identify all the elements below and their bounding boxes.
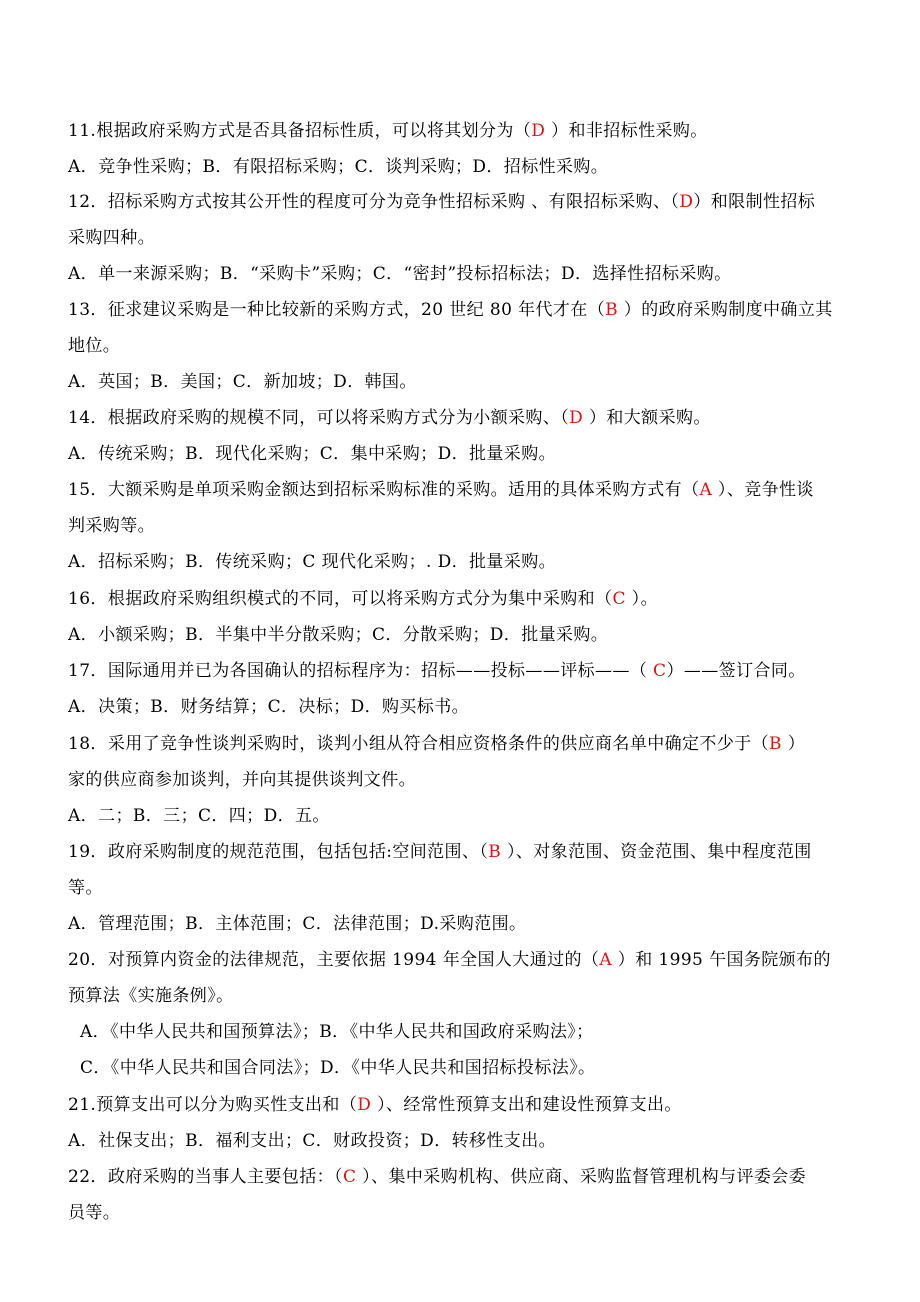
question-19-continued: 等。 [68, 878, 103, 898]
question-22-continued: 员等。 [68, 1203, 121, 1223]
question-22: 22．政府采购的当事人主要包括：（C ）、集中采购机构、供应商、采购监督管理机构与评委会委 [68, 1167, 807, 1187]
question-18: 18．采用了竞争性谈判采购时，谈判小组从符合相应资格条件的供应商名单中确定不少于（B ） [68, 734, 806, 754]
answer-letter: D [569, 408, 584, 428]
question-21-options: A．社保支出；B．福利支出；C．财政投资；D．转移性支出。 [68, 1131, 557, 1151]
question-14: 14．根据政府采购的规模不同，可以将采购方式分为小额采购、（D ）和大额采购。 [68, 408, 711, 428]
question-19-options: A．管理范围；B．主体范围；C．法律范围；D.采购范围。 [68, 914, 527, 934]
question-17: 17．国际通用并已为各国确认的招标程序为：招标——投标——评标——（ C）——签订合同。 [68, 661, 806, 681]
question-20: 20．对预算内资金的法律规范，主要依据 1994 年全国人大通过的（A ）和 1995 午国务院颁布的 [68, 950, 831, 970]
question-20-continued: 预算法《实施条例》。 [68, 986, 234, 1006]
question-20-options-line-1: A．《中华人民共和国预算法》；B．《中华人民共和国政府采购法》； [80, 1022, 594, 1042]
question-13: 13．征求建议采购是一种比较新的采购方式，20 世纪 80 年代才在（B ）的政府采购制度中确立其 [68, 300, 833, 320]
question-16: 16．根据政府采购组织模式的不同，可以将采购方式分为集中采购和（C ）。 [68, 589, 658, 609]
question-18-continued: 家的供应商参加谈判，并向其提供谈判文件。 [68, 770, 416, 790]
question-13-continued: 地位。 [68, 336, 121, 356]
question-21: 21.预算支出可以分为购买性支出和（D ）、经常性预算支出和建设性预算支出。 [68, 1095, 682, 1115]
question-15: 15．大额采购是单项采购金额达到招标采购标准的采购。适用的具体采购方式有（A ）、竞争性谈 [68, 480, 814, 500]
question-19: 19．政府采购制度的规范范围，包括包括:空间范围、（B ）、对象范围、资金范围、集中程度范围 [68, 842, 812, 862]
answer-letter: C [653, 661, 667, 681]
question-11: 11.根据政府采购方式是否具备招标性质，可以将其划分为（D ）和非招标性采购。 [68, 121, 708, 141]
answer-letter: D [679, 192, 694, 212]
question-16-options: A．小额采购；B．半集中半分散采购；C．分散采购；D．批量采购。 [68, 625, 609, 645]
question-12: 12．招标采购方式按其公开性的程度可分为竞争性招标采购 、有限招标采购、（D）和限制性招标 [68, 192, 816, 212]
answer-letter: C [342, 1167, 357, 1187]
question-14-options: A．传统采购；B．现代化采购；C．集中采购；D．批量采购。 [68, 444, 557, 464]
question-15-continued: 判采购等。 [68, 516, 155, 536]
answer-letter: D [531, 121, 546, 141]
question-13-options: A．英国；B．美国；C．新加坡；D．韩国。 [68, 372, 417, 392]
answer-letter: B [769, 734, 782, 754]
answer-letter: A [599, 950, 612, 970]
question-18-options: A．二；B．三；C．四；D．五。 [68, 806, 330, 826]
answer-letter: A [699, 480, 713, 500]
answer-letter: D [357, 1095, 372, 1115]
question-11-options: A．竞争性采购；B．有限招标采购；C．谈判采购；D．招标性采购。 [68, 157, 609, 177]
question-12-continued: 采购四种。 [68, 228, 155, 248]
question-15-options: A．招标采购；B．传统采购；C 现代化采购；. D．批量采购。 [68, 552, 557, 572]
question-12-options: A．单一来源采购；B．“采购卡”采购；C．“密封”投标招标法；D．选择性招标采购。 [68, 264, 732, 284]
answer-letter: C [612, 589, 626, 609]
question-17-options: A．决策；B．财务结算；C．决标；D．购买标书。 [68, 697, 470, 717]
answer-letter: B [488, 842, 502, 862]
answer-letter: B [605, 300, 619, 320]
question-20-options-line-2: C．《中华人民共和国合同法》；D．《中华人民共和国招标投标法》。 [80, 1058, 596, 1078]
